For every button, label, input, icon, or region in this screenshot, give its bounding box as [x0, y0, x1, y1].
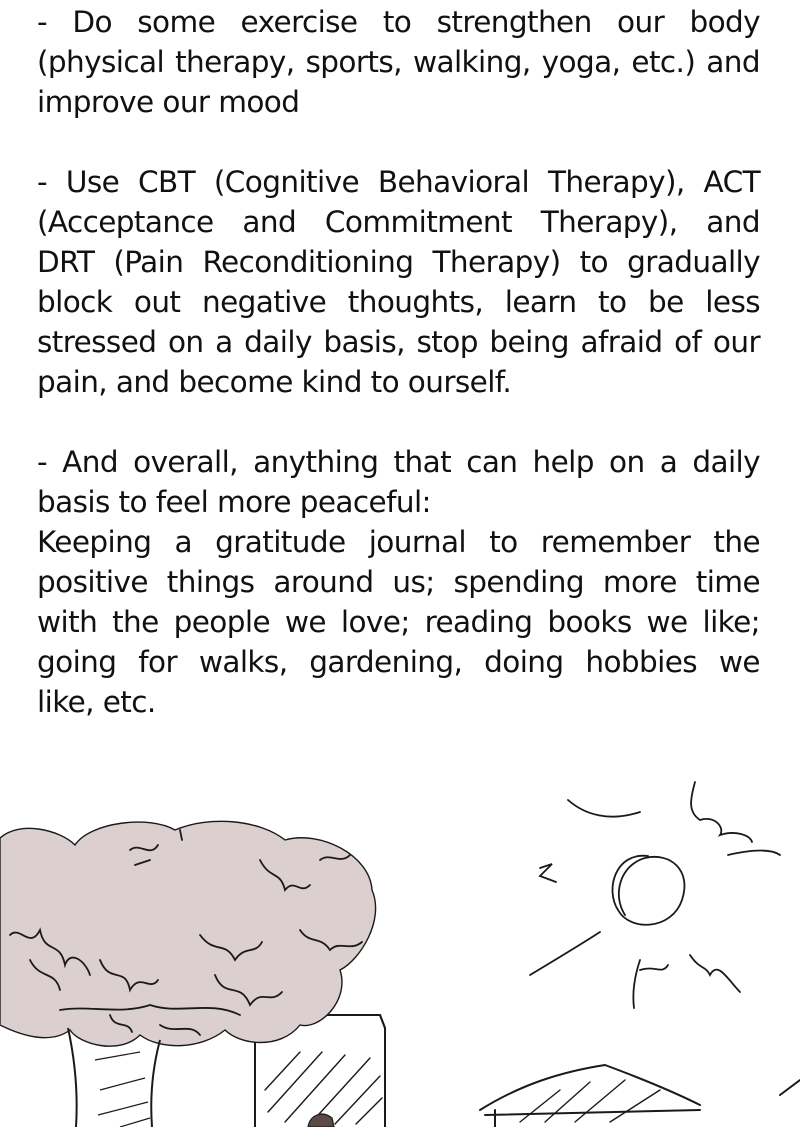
text-line: like, etc. [37, 685, 156, 719]
sun-icon [530, 782, 780, 1008]
figure-icon [308, 1114, 334, 1127]
text-line: - Use CBT (Cognitive Behavioral Therapy), ACT [37, 165, 760, 199]
tree-icon [0, 821, 376, 1127]
sketch-illustration [0, 760, 800, 1127]
paragraph-therapy [37, 162, 760, 402]
text-line: improve our mood [37, 85, 300, 119]
text-line: Keeping a gratitude journal to remember the [37, 525, 760, 559]
text-line: positive things around us; spending more time [37, 565, 760, 599]
text-line: pain, and become kind to ourself. [37, 365, 512, 399]
text-line: stressed on a daily basis, stop being afraid of our [37, 325, 760, 359]
text-line: - And overall, anything that can help on a daily [37, 445, 760, 479]
paragraph-peaceful [37, 442, 760, 722]
article-text [37, 2, 760, 722]
text-line: (physical therapy, sports, walking, yoga, etc.) and [37, 45, 760, 79]
text-line: block out negative thoughts, learn to be less [37, 285, 760, 319]
text-line: DRT (Pain Reconditioning Therapy) to gradually [37, 245, 760, 279]
text-line: basis to feel more peaceful: [37, 485, 431, 519]
text-line: - Do some exercise to strengthen our body [37, 5, 760, 39]
tree-foliage [0, 821, 376, 1046]
text-line: (Acceptance and Commitment Therapy), and [37, 205, 760, 239]
text-line: going for walks, gardening, doing hobbies we [37, 645, 760, 679]
paragraph-exercise [37, 2, 760, 122]
roof-icon [480, 1065, 800, 1127]
text-line: with the people we love; reading books we like; [37, 605, 760, 639]
